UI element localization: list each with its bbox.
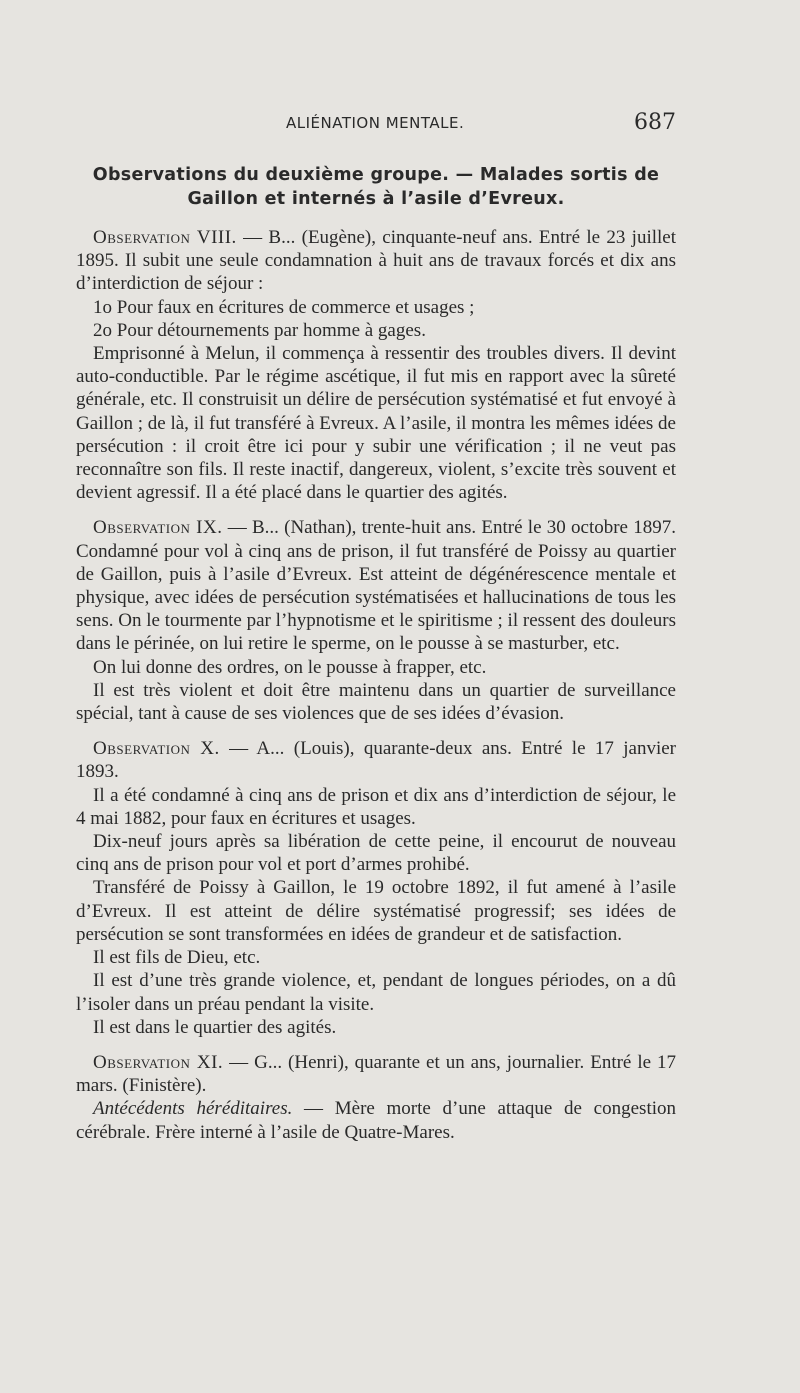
observation-10-paragraph-2: Dix-neuf jours après sa libération de cette peine, il encourut de nouveau cinq ans de prison pour vol et port d’armes prohibé. <box>76 831 676 876</box>
observation-10-paragraph-1: Il a été condamné à cinq ans de prison et dix ans d’interdiction de séjour, le 4 mai 1882, pour faux en écritures et usages. <box>76 784 676 829</box>
observation-10-paragraph-4: Il est fils de Dieu, etc. <box>93 947 261 969</box>
section-title-line-2: Gaillon et internés à l’asile d’Evreux. <box>187 189 565 209</box>
observation-8-intro-text: — B... (Eugène), cinquante-neuf ans. Entré le 23 juillet 1895. Il subit une seule condamnation à huit ans de travaux forcés et dix ans d’interdiction de séjour : <box>76 227 676 295</box>
page-header <box>76 112 676 138</box>
body-text <box>76 226 676 1144</box>
observation-11-intro <box>76 1051 676 1097</box>
observation-11-heading: Antécédents héréditaires. <box>93 1098 293 1120</box>
observation-9-paragraph-1: On lui donne des ordres, on le pousse à frapper, etc. <box>93 656 487 678</box>
observation-8-item-1: 1o Pour faux en écritures de commerce et usages ; <box>93 296 475 318</box>
observation-9-intro <box>76 516 676 655</box>
running-title: ALIÉNATION MENTALE. <box>286 114 465 132</box>
observation-10-paragraph-3: Transféré de Poissy à Gaillon, le 19 octobre 1892, il fut amené à l’asile d’Evreux. Il est atteint de délire systématisé progressif; ses idées de persécution se sont transformées en idées de grandeur et de satisfaction. <box>76 877 676 945</box>
observation-9-label: Observation IX. <box>93 517 223 539</box>
observation-8-paragraph: Emprisonné à Melun, il commença à ressentir des troubles divers. Il devint auto-conductible. Par le régime ascétique, il fut mis en rapport avec la sûreté générale, etc. Il construisit un délire de persécution systématisé et fut envoyé à Gaillon ; de là, il fut transféré à Evreux. A l’asile, il montra les mêmes idées de persécution : il croit être ici pour y subir une vérification ; il ne veut pas reconnaître son fils. Il reste inactif, dangereux, violent, s’excite très souvent et devient agressif. Il a été placé dans le quartier des agités. <box>76 343 676 504</box>
observation-8-label: Observation VIII. <box>93 227 237 248</box>
observation-8-item-2: 2o Pour détournements par homme à gages. <box>93 319 426 341</box>
section-title <box>76 163 676 211</box>
observation-9-intro-text: — B... (Nathan), trente-huit ans. Entré le 30 octobre 1897. Condamné pour vol à cinq ans de prison, il fut transféré de Poissy au quartier de Gaillon, puis à l’asile d’Evreux. Est atteint de dégénérescence mentale et physique, avec idées de persécution systématisées et hallucinations de tous les sens. On le tourmente par l’hypnotisme et le spiritisme ; il ressent des douleurs dans le périnée, on lui retire le sperme, on le pousse à se masturber, etc. <box>76 517 676 655</box>
observation-11-label: Observation XI. <box>93 1051 224 1073</box>
observation-10-label: Observation X. <box>93 738 220 760</box>
observation-9-paragraph-2: Il est très violent et doit être maintenu dans un quartier de surveillance spécial, tant à cause de ses violences que de ses idées d’évasion. <box>76 679 676 725</box>
observation-10-paragraph-5: Il est d’une très grande violence, et, pendant de longues périodes, on a dû l’isoler dans un préau pendant la visite. <box>76 970 676 1015</box>
observation-10-intro-text: — A... (Louis), quarante-deux ans. Entré le 17 janvier 1893. <box>76 738 676 783</box>
observation-11-intro-text: — G... (Henri), quarante et un ans, journalier. Entré le 17 mars. (Finistère). <box>76 1051 677 1097</box>
observation-11-text: — Mère morte d’une attaque de congestion cérébrale. Frère interné à l’asile de Quatre-Mares. <box>76 1098 676 1143</box>
section-title-line-1: Observations du deuxième groupe. — Malades sortis de <box>92 165 660 185</box>
observation-10-intro <box>76 737 676 783</box>
observation-10-paragraph-6: Il est dans le quartier des agités. <box>93 1016 337 1038</box>
observation-11-paragraph <box>76 1097 676 1143</box>
observation-8-intro <box>76 226 676 296</box>
page-number: 687 <box>634 110 676 135</box>
